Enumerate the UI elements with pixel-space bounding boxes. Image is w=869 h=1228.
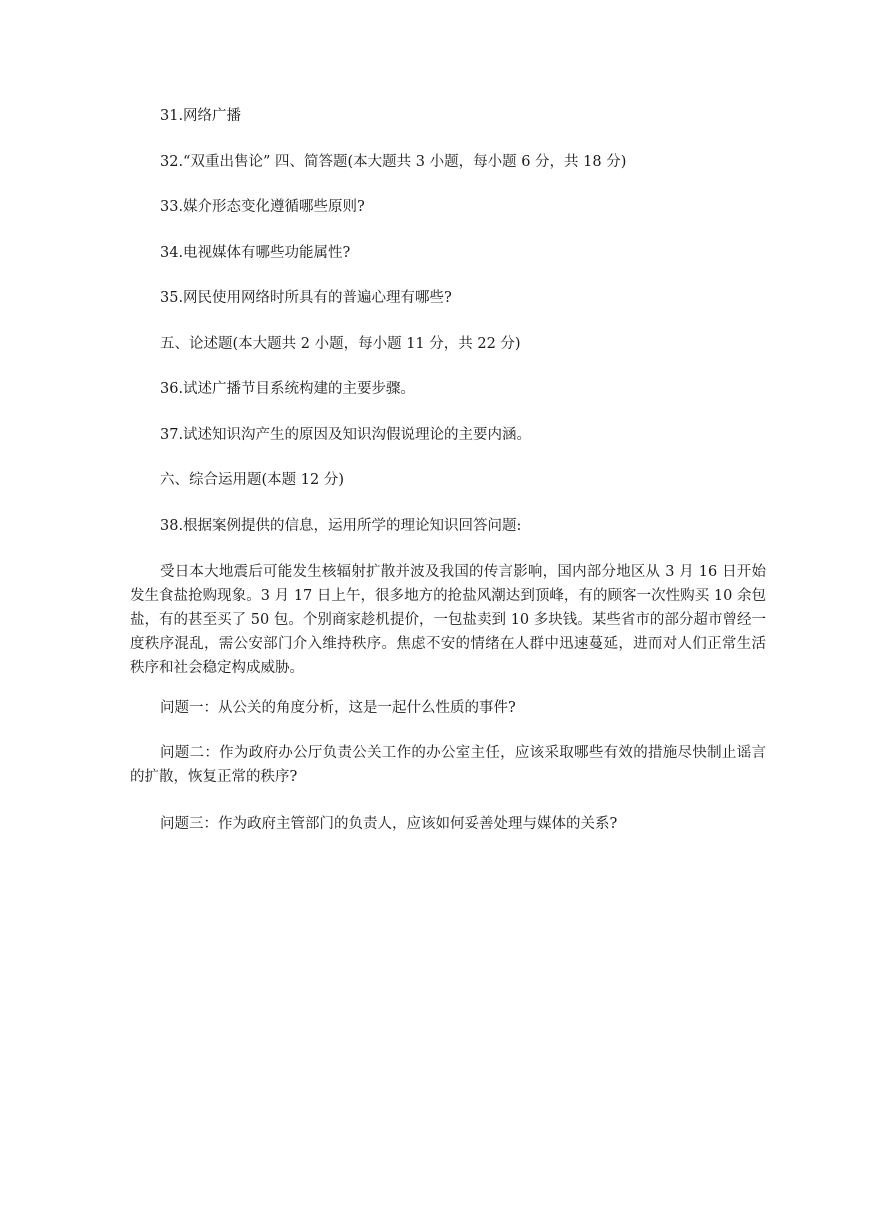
item-36-question: 36.试述广播节目系统构建的主要步骤。 <box>160 381 416 397</box>
question-2: 问题二：作为政府办公厅负责公关工作的办公室主任，应该采取哪些有效的措施尽快制止谣言的扩散，恢复正常的秩序? <box>130 745 766 785</box>
item-35-question: 35.网民使用网络时所具有的普遍心理有哪些? <box>160 290 452 306</box>
question-1: 问题一：从公关的角度分析，这是一起什么性质的事件? <box>160 700 516 716</box>
section-6-application-header: 六、综合运用题(本题 12 分) <box>160 472 344 488</box>
item-38-question: 38.根据案例提供的信息，运用所学的理论知识回答问题: <box>160 518 522 534</box>
item-37-question: 37.试述知识沟产生的原因及知识沟假说理论的主要内涵。 <box>160 427 532 443</box>
item-32-and-short-answer-header: 32.“双重出售论” 四、简答题(本大题共 3 小题，每小题 6 分，共 18 分) <box>160 154 627 170</box>
question-3: 问题三：作为政府主管部门的负责人，应该如何妥善处理与媒体的关系? <box>160 816 618 832</box>
case-paragraph: 受日本大地震后可能发生核辐射扩散并波及我国的传言影响，国内部分地区从 3 月 16 日开始发生食盐抢购现象。3 月 17 日上午，很多地方的抢盐风潮达到顶峰，有的顾客一次性购买 10 余包盐，有的甚至买了 50 包。个别商家趁机提价，一包盐卖到 10 多块钱。某些省市的部分超市曾经一度秩序混乱，需公安部门介入维持秩序。焦虑不安的情绪在人群中迅速蔓延，进而对人们正常生活秩序和社会稳定构成威胁。 <box>130 564 766 676</box>
item-31-network-broadcast: 31.网络广播 <box>160 108 242 124</box>
section-5-essay-header: 五、论述题(本大题共 2 小题，每小题 11 分，共 22 分) <box>160 336 521 352</box>
item-33-question: 33.媒介形态变化遵循哪些原则? <box>160 199 365 215</box>
item-34-question: 34.电视媒体有哪些功能属性? <box>160 245 351 261</box>
